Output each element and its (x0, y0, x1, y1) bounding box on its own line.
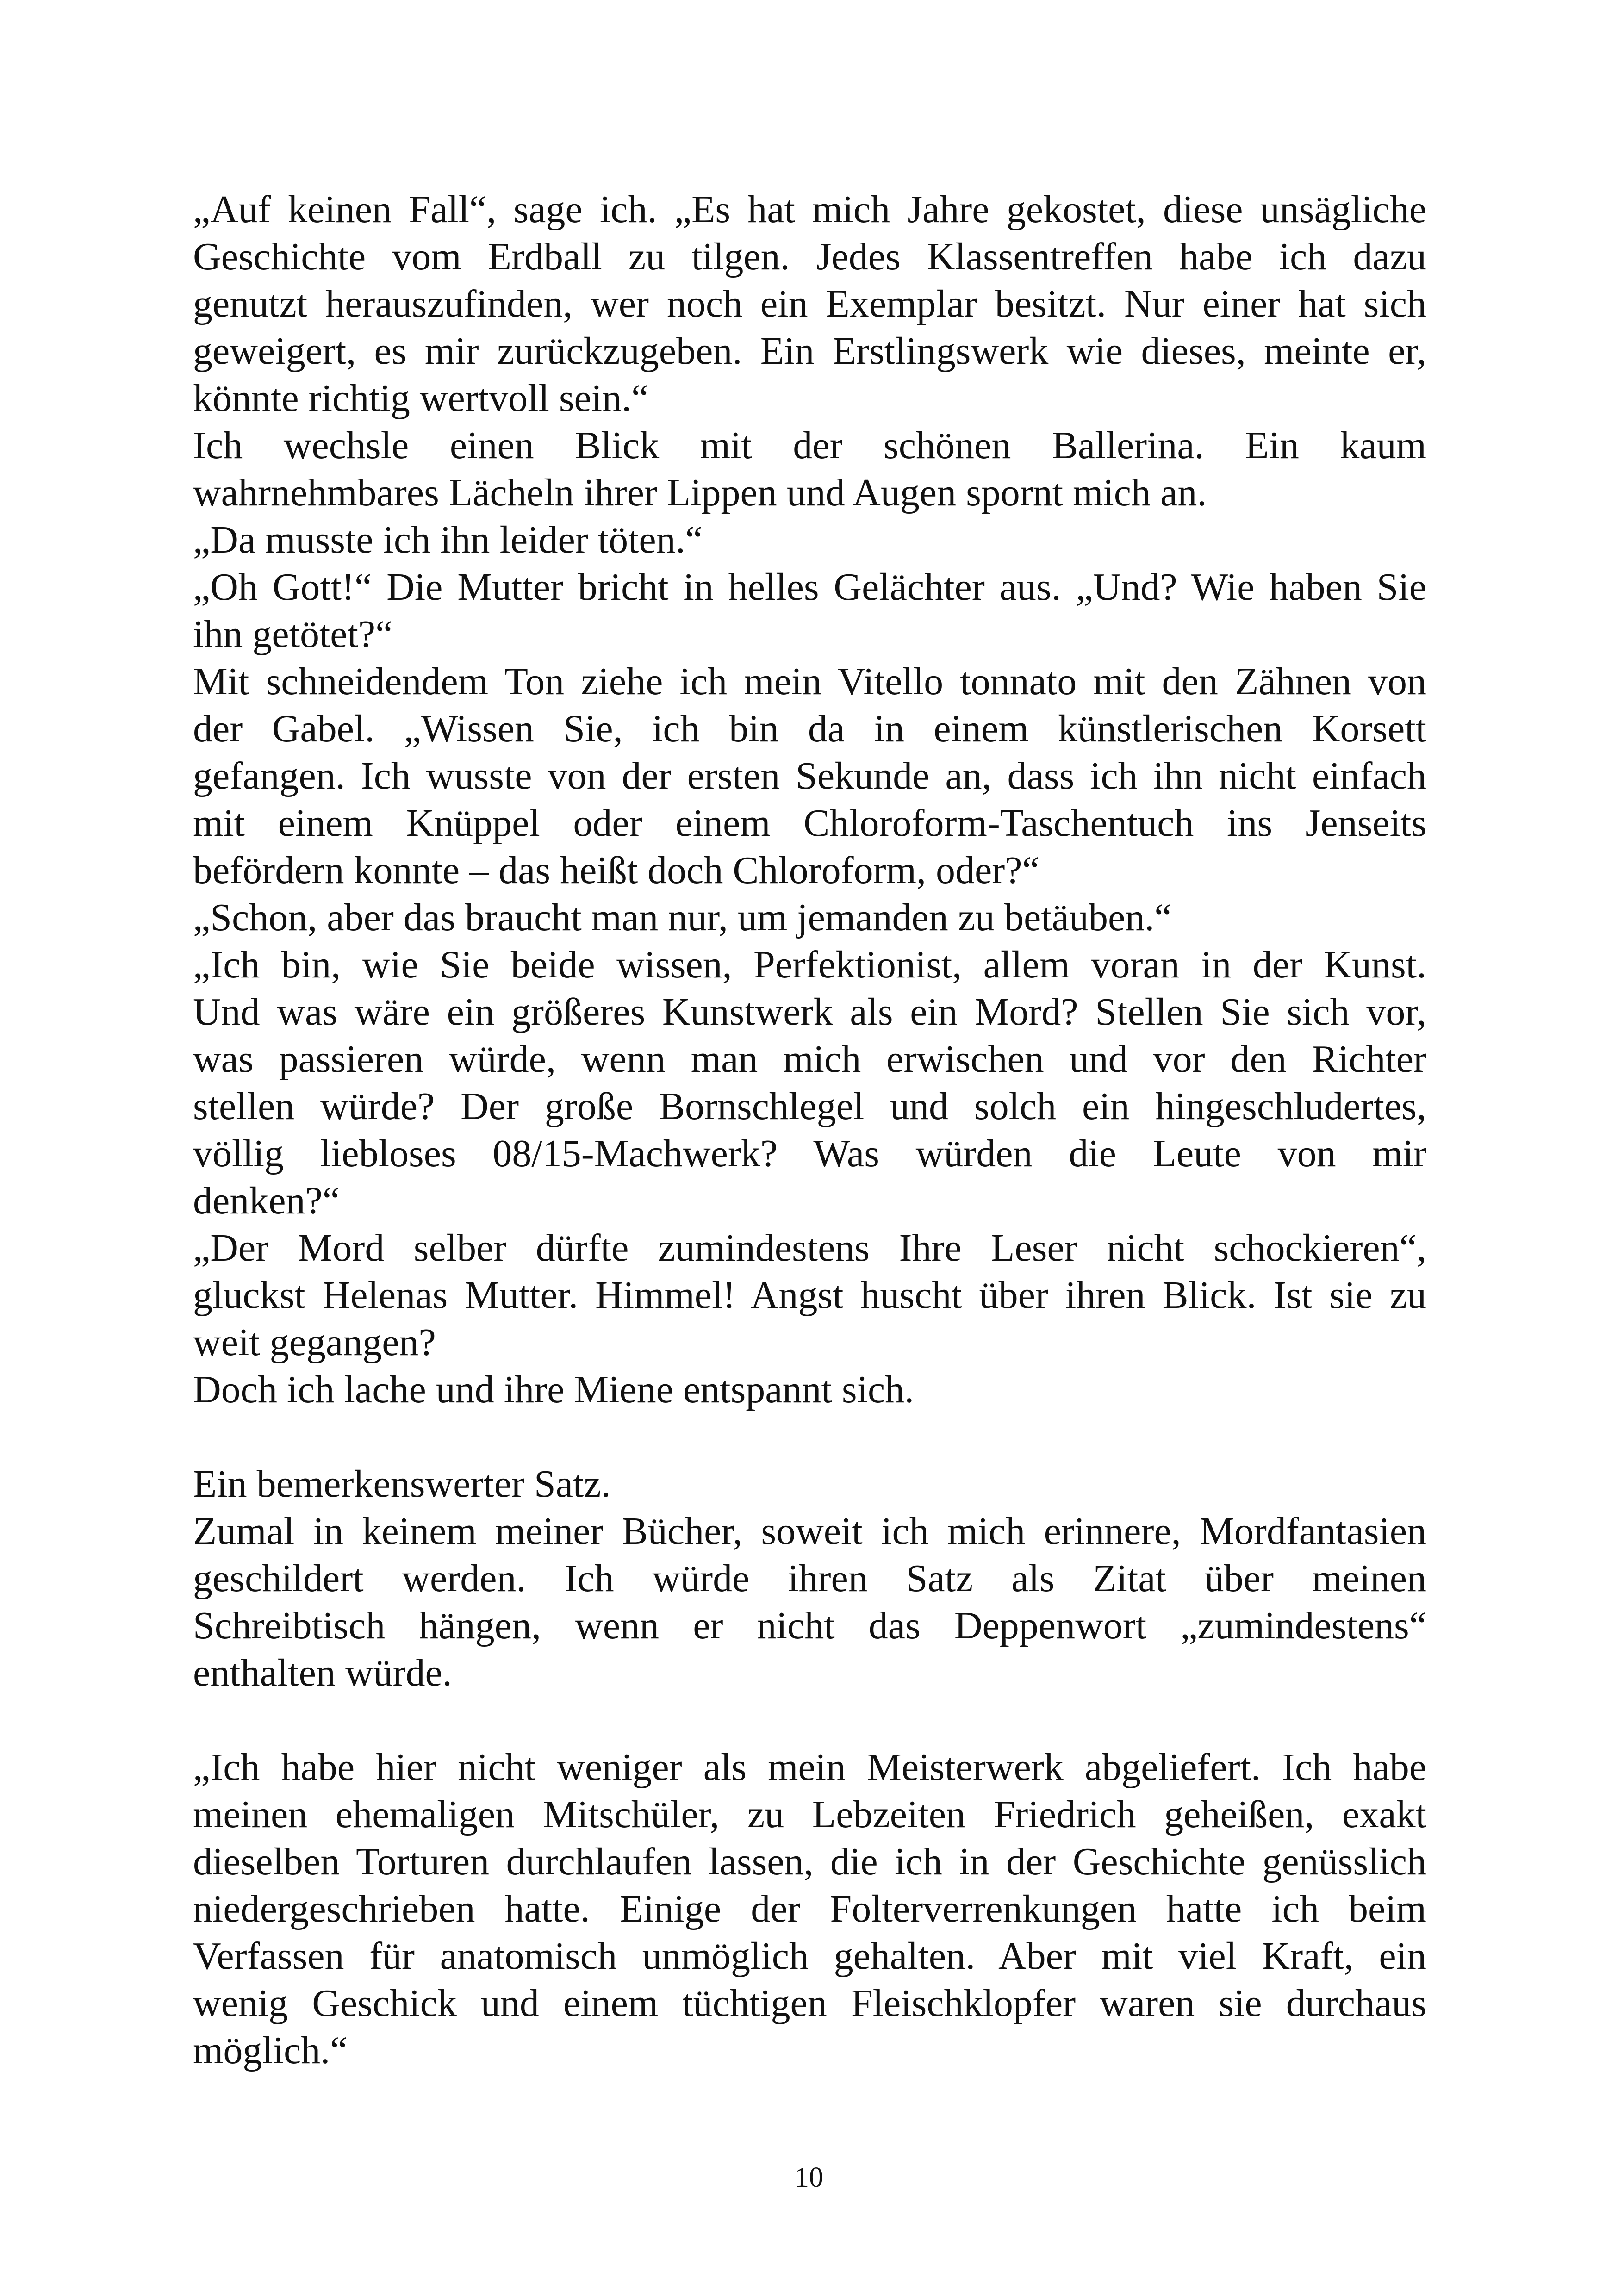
text-line: enthalten würde. (193, 1651, 452, 1694)
text-block (193, 1461, 1426, 1697)
text-line: weit gegangen? (193, 1321, 436, 1364)
text-line: „Da musste ich ihn leider töten.“ (193, 518, 703, 561)
text-line: Schreibtisch hängen, wenn er nicht das Deppenwort „zumindestens“ (193, 1604, 1426, 1647)
text-line: völlig liebloses 08/15-Machwerk? Was würden die Leute von mir (193, 1132, 1426, 1175)
text-line: könnte richtig wertvoll sein.“ (193, 377, 649, 420)
text-line: Ein bemerkenswerter Satz. (193, 1462, 611, 1506)
text-line: Mit schneidendem Ton ziehe ich mein Vitello tonnato mit den Zähnen von (193, 660, 1426, 703)
text-line: geschildert werden. Ich würde ihren Satz als Zitat über meinen (193, 1557, 1426, 1600)
text-line: Verfassen für anatomisch unmöglich gehalten. Aber mit viel Kraft, ein (193, 1935, 1426, 1978)
text-line: gefangen. Ich wusste von der ersten Sekunde an, dass ich ihn nicht einfach (193, 754, 1426, 797)
text-line: befördern konnte – das heißt doch Chloroform, oder?“ (193, 849, 1039, 892)
text-line: denken?“ (193, 1179, 340, 1222)
text-block (193, 1744, 1426, 2074)
text-line: Ich wechsle einen Blick mit der schönen Ballerina. Ein kaum (193, 424, 1426, 467)
text-line: was passieren würde, wenn man mich erwischen und vor den Richter (193, 1038, 1426, 1081)
text-line: „Oh Gott!“ Die Mutter bricht in helles Gelächter aus. „Und? Wie haben Sie (193, 566, 1426, 609)
text-line: ihn getötet?“ (193, 613, 393, 656)
text-line: stellen würde? Der große Bornschlegel und solch ein hingeschludertes, (193, 1085, 1426, 1128)
text-line: „Ich habe hier nicht weniger als mein Meisterwerk abgeliefert. Ich habe (193, 1746, 1426, 1789)
text-line: dieselben Torturen durchlaufen lassen, die ich in der Geschichte genüsslich (193, 1840, 1426, 1883)
page-number: 10 (795, 2162, 823, 2193)
text-block (193, 186, 1426, 1413)
text-line: Doch ich lache und ihre Miene entspannt sich. (193, 1368, 915, 1411)
text-line: „Ich bin, wie Sie beide wissen, Perfektionist, allem voran in der Kunst. (193, 943, 1426, 986)
text-line: möglich.“ (193, 2029, 348, 2072)
text-line: gluckst Helenas Mutter. Himmel! Angst huscht über ihren Blick. Ist sie zu (193, 1274, 1426, 1317)
text-line: Zumal in keinem meiner Bücher, soweit ich mich erinnere, Mordfantasien (193, 1510, 1426, 1553)
text-body (193, 186, 1426, 2074)
text-line: genutzt herauszufinden, wer noch ein Exemplar besitzt. Nur einer hat sich (193, 282, 1426, 325)
text-line: „Schon, aber das braucht man nur, um jemanden zu betäuben.“ (193, 896, 1172, 939)
text-line: meinen ehemaligen Mitschüler, zu Lebzeiten Friedrich geheißen, exakt (193, 1793, 1426, 1836)
text-line: „Der Mord selber dürfte zumindestens Ihre Leser nicht schockieren“, (193, 1226, 1426, 1269)
text-line: Geschichte vom Erdball zu tilgen. Jedes Klassentreffen habe ich dazu (193, 235, 1426, 278)
text-line: geweigert, es mir zurückzugeben. Ein Erstlingswerk wie dieses, meinte er, (193, 330, 1426, 373)
text-line: mit einem Knüppel oder einem Chloroform-Taschentuch ins Jenseits (193, 802, 1426, 845)
text-line: der Gabel. „Wissen Sie, ich bin da in einem künstlerischen Korsett (193, 707, 1426, 750)
text-line: „Auf keinen Fall“, sage ich. „Es hat mich Jahre gekostet, diese unsägliche (193, 188, 1426, 231)
text-line: Und was wäre ein größeres Kunstwerk als ein Mord? Stellen Sie sich vor, (193, 990, 1426, 1033)
text-line: niedergeschrieben hatte. Einige der Folterverrenkungen hatte ich beim (193, 1887, 1426, 1930)
text-line: wenig Geschick und einem tüchtigen Fleischklopfer waren sie durchaus (193, 1982, 1426, 2025)
text-line: wahrnehmbares Lächeln ihrer Lippen und Augen spornt mich an. (193, 471, 1207, 514)
